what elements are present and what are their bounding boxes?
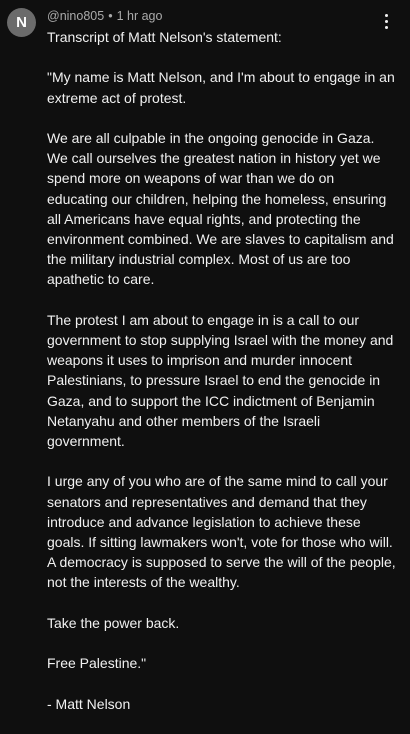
meta-separator: •	[108, 9, 113, 23]
avatar[interactable]: N	[7, 8, 36, 37]
comment-paragraph: I urge any of you who are of the same mind to call your senators and representatives and demand that they introduce and advance legislation to achieve these goals. If sitting lawmakers won't, vote for those who will. A democracy is supposed to serve the will of the people, not the interests of the wealthy.	[47, 473, 396, 591]
timestamp: 1 hr ago	[116, 9, 163, 23]
comment-paragraph: Transcript of Matt Nelson's statement:	[47, 29, 282, 45]
comment-body	[47, 27, 397, 734]
username[interactable]: @nino805	[47, 9, 105, 23]
menu-dot	[385, 14, 388, 17]
comment-paragraph: We are all culpable in the ongoing genocide in Gaza. We call ourselves the greatest nation in history yet we spend more on weapons of war than we do on educating our children, helping the homeless, ensuring all Americans have equal rights, and protecting the environment combined. We are slaves to capitalism and the military industrial complex. Most of us are too apathetic to care.	[47, 129, 394, 288]
comment-paragraph: Take the power back.	[47, 614, 180, 631]
comment-paragraph: The protest I am about to engage in is a call to our government to stop supplying Israel with the money and weapons it uses to imprison and murder innocent Palestinians, to pressure Israel to end the genocide in Gaza, and to support the ICC indictment of Benjamin Netanyahu and other members of the Israeli government.	[47, 311, 394, 450]
comment-paragraph: "My name is Matt Nelson, and I'm about to engage in an extreme act of protest.	[47, 69, 395, 106]
comment-meta	[47, 9, 162, 23]
comment-paragraph: - Matt Nelson	[47, 695, 131, 712]
comment-paragraph: Free Palestine."	[47, 655, 147, 672]
menu-dot	[385, 20, 388, 23]
